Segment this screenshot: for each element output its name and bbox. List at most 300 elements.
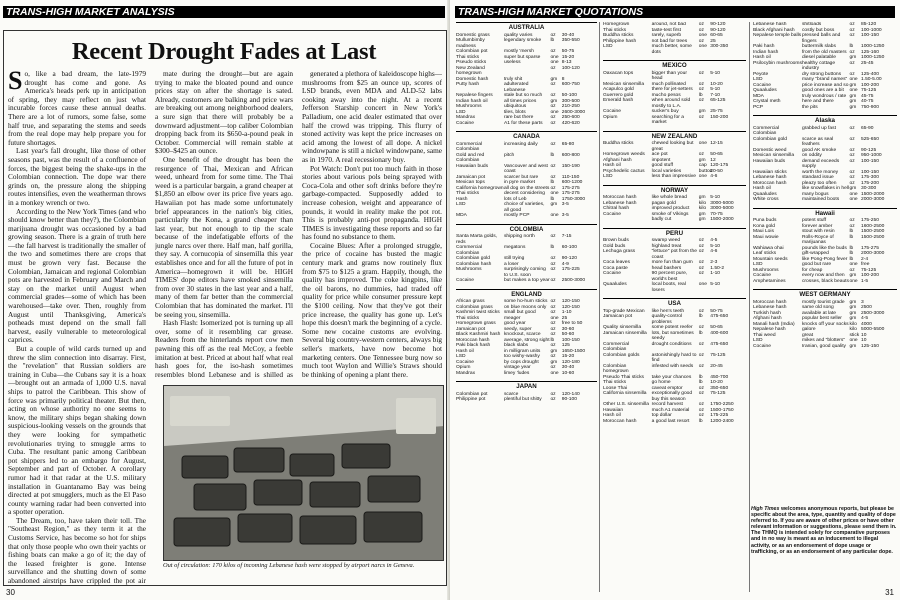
item-price: 10: [860, 338, 867, 343]
item-unit: gm: [550, 202, 558, 207]
item-unit: lb: [698, 92, 703, 98]
item-unit: one: [849, 197, 858, 202]
item-name: MDA: [456, 213, 467, 218]
item-unit: lb: [849, 229, 854, 234]
quotations-column-1: [456, 22, 597, 594]
drop-cap: S: [8, 70, 23, 95]
item-name: Kona gold: [753, 223, 776, 229]
item-price: 210-250: [561, 104, 580, 109]
item-price: 65-80: [561, 141, 575, 147]
item-price: 50-100: [561, 93, 577, 98]
column-rule: [599, 22, 600, 592]
quotation-row: [456, 38, 597, 49]
item-price: 100-120: [561, 65, 580, 71]
item-name: Hawaiian: [603, 407, 624, 413]
item-price: 250-600: [561, 115, 580, 120]
item-name: Cocaine: [603, 211, 621, 217]
item-name: LSD: [603, 44, 613, 49]
article-column-2: [155, 70, 293, 380]
item-price: 5-10: [710, 195, 721, 200]
item-comment: pleazy too often: [801, 180, 837, 186]
quotation-row: [753, 159, 897, 170]
quotation-row: [753, 137, 897, 148]
quotation-row: [456, 245, 597, 256]
item-comment: standard issue: [801, 175, 834, 180]
quotation-row: [603, 331, 746, 342]
column-rule: [749, 22, 750, 592]
item-name: Buddha sticks: [603, 141, 634, 146]
item-price: 50-65: [710, 325, 723, 330]
reader-note: [751, 506, 897, 555]
item-unit: one: [550, 191, 559, 196]
item-name: Mushrooms: [456, 267, 482, 272]
item-price: 5-10: [710, 282, 721, 287]
item-unit: oz: [849, 27, 855, 33]
item-comment: much better, some dots: [651, 44, 692, 55]
item-comment: the pits: [801, 104, 818, 110]
item-comment: good stuff: [651, 163, 674, 168]
item-unit: one: [849, 88, 858, 93]
item-unit: oz: [550, 267, 556, 272]
item-unit: gm: [550, 359, 558, 365]
item-name: Thai sticks: [603, 27, 627, 33]
item-name: Colombian homegrown: [603, 363, 629, 374]
item-unit: oz: [698, 38, 704, 44]
item-price: 5-10: [710, 70, 721, 76]
item-name: Quaaludes: [753, 191, 777, 197]
item-comment: good year: [503, 321, 526, 326]
item-unit: kilo: [698, 206, 707, 211]
item-name: Kashmiri twist sticks: [456, 310, 500, 315]
item-name: Colombian gold: [456, 256, 490, 261]
item-comment: dry strong buttons: [801, 71, 842, 77]
item-price: 50-75: [710, 308, 723, 314]
item-comment: galore: [801, 327, 816, 332]
item-price: 1.50-5.00: [860, 77, 882, 82]
item-name: Jamaican pot: [603, 314, 633, 319]
item-unit: one: [698, 174, 707, 179]
item-unit: one: [698, 33, 707, 38]
item-unit: lb: [849, 44, 854, 49]
item-price: 75-125: [860, 267, 877, 273]
item-price: free to 50: [561, 321, 583, 326]
item-unit: oz: [698, 87, 704, 92]
item-price: 50-65: [710, 152, 723, 157]
quotation-row: [753, 105, 897, 111]
item-price: 1000-1250: [860, 55, 885, 60]
article-paragraph: The Dream, too, have taken their toll. The "Southeast Region," as they term it at the Customs Service, has become so hot for ships that only those people who own their yachts or fishing boats can make a go of it; the day of the leased freighter is gone. Intense surveillance and the shutting down of some abandoned airstrips have crippled the pot air: [8, 515, 146, 585]
item-comment: take your chances: [651, 374, 692, 380]
item-price: 85-120: [860, 22, 877, 27]
item-comment: by cops drought: [503, 359, 539, 365]
item-price: 25: [710, 38, 716, 44]
item-price: 75-125: [860, 88, 877, 93]
item-unit: gm: [849, 343, 857, 349]
item-name: Loose Thai: [603, 385, 628, 391]
item-price: 300-500: [561, 98, 580, 104]
item-unit: one: [550, 109, 559, 115]
item-price: 150-200: [710, 114, 729, 120]
item-price: 4-5: [710, 238, 718, 243]
item-name: Psilocybin mushrooms: [753, 60, 802, 66]
item-unit: oz: [849, 147, 855, 153]
item-price: 7-15: [561, 234, 572, 239]
item-name: Maui Lois: [753, 229, 774, 234]
item-comment: limey 'ludes: [503, 370, 530, 376]
article-column-3: [302, 70, 442, 380]
item-price: 1200-2400: [710, 418, 734, 424]
item-unit: oz: [698, 98, 704, 103]
item-name: Cocaine: [753, 343, 771, 349]
quotation-row: [753, 235, 897, 246]
region-heading: PERU: [603, 228, 746, 237]
item-price: 1500-2500: [860, 234, 885, 240]
item-price: 8-13: [561, 60, 572, 65]
item-name: Philippine pot: [456, 397, 486, 402]
item-comment: tiles, blots: [503, 109, 526, 115]
item-price: 10-20: [710, 81, 723, 87]
item-name: Lebanese hash: [603, 200, 637, 206]
quotation-row: [603, 364, 746, 375]
item-unit: oz: [698, 260, 704, 265]
item-comment: less than impressive: [651, 174, 696, 179]
item-unit: lb: [849, 251, 854, 256]
item-price: 65-90: [860, 125, 874, 131]
item-name: LSD: [456, 109, 466, 115]
quotation-row: [603, 271, 746, 282]
item-name: Domestic grass: [456, 32, 490, 38]
item-name: Commercial Colombian: [456, 141, 483, 152]
item-unit: one: [550, 60, 559, 65]
item-price: 175-300: [860, 175, 879, 180]
item-comment: Vancouver and west coast: [503, 163, 548, 174]
item-comment: maintained boots: [801, 197, 840, 202]
item-comment: useless: [503, 60, 521, 65]
item-comment: knocks off your socks: [801, 321, 849, 327]
item-price: free: [860, 262, 870, 267]
item-unit: oz: [698, 243, 704, 249]
item-name: Amphetamines: [753, 278, 786, 284]
item-price: 25-75: [710, 109, 723, 114]
item-price: 12: [710, 157, 716, 163]
item-name: Paki black hash: [456, 343, 491, 348]
item-comment: rarely, superb: [651, 33, 682, 38]
item-name: Coca leaves: [603, 260, 630, 265]
item-comment: much A1 material: [651, 407, 690, 413]
item-comment: stout with resin: [801, 229, 835, 234]
article-paragraph: Cocaine Blues: After a prolonged struggle, the price of cocaine has busted the magic century mark and grams now routinely flux from $75 to $125 a gram. Happily, though, the quality has improved. The coke kingpins, like the oil barons, no dummies, had traded off quality for price while consumer pressure kept the $100 ceiling. Now that they've got their price increase, the quality has gone up. Let's hope this doesn't mark the beginning of a cycle. Some new cocaine customs are evolving. Several big country-western centers, always big seller's markets, have now become hot marketing centers. One Tennessee burg now so much toot Waylon and Willie's Straws should be thinking of opening a plant there.: [302, 240, 442, 379]
item-unit: lb: [550, 337, 555, 343]
item-unit: oz: [550, 32, 556, 38]
item-comment: every now and then: [801, 273, 845, 278]
item-name: Commercial Colombian: [456, 245, 483, 256]
item-comment: but makes a top year: [503, 278, 550, 283]
item-name: Psychedelic cactus: [603, 168, 645, 174]
item-price: 3000-5000: [710, 206, 734, 211]
item-unit: oz: [550, 234, 556, 239]
item-price: 600-800: [561, 152, 580, 158]
item-comment: local varieties: [651, 168, 682, 174]
item-price: 2000-3000: [860, 197, 885, 202]
quotation-row: [603, 217, 746, 223]
item-comment: legendary smoke: [503, 38, 542, 43]
item-unit: oz: [550, 365, 556, 370]
item-comment: Rolls-Royce of marijuanas: [801, 234, 834, 245]
item-price: 175-225: [561, 267, 580, 272]
item-unit: lb: [849, 234, 854, 240]
item-price: 30-60: [561, 326, 575, 332]
item-comment: shipping north: [503, 234, 535, 239]
item-name: Thai sticks: [456, 54, 480, 60]
item-unit: gm: [698, 195, 706, 200]
item-unit: one: [849, 77, 858, 82]
item-unit: button: [698, 168, 713, 174]
item-name: Cocaine: [456, 120, 474, 126]
item-price: 100-1000: [860, 27, 882, 33]
item-comment: smoke of Vikings: [651, 211, 689, 217]
item-name: Moroccan hash: [456, 337, 490, 343]
item-unit: oz: [698, 407, 704, 413]
item-comment: good but rare: [801, 262, 832, 267]
item-price: 2600-3000: [561, 109, 586, 115]
item-comment: mikes and "blotters": [801, 338, 846, 343]
item-name: Nepalese temple balls: [753, 33, 802, 38]
item-price: 30-40: [561, 365, 575, 370]
item-comment: like whole bread: [651, 195, 687, 200]
quotation-row: [603, 249, 746, 260]
item-comment: crosses, black beauts: [801, 278, 849, 284]
item-name: Mandrax: [456, 370, 476, 376]
item-price: 30-40: [561, 32, 575, 38]
item-price: 25-45: [860, 60, 874, 66]
item-comment: great: [801, 332, 814, 338]
item-unit: gm: [849, 310, 857, 316]
item-price: 1600-2500: [860, 223, 885, 229]
item-comment: Iranian, good quality: [801, 343, 846, 349]
quotation-row: [603, 71, 746, 82]
item-price: 2500-3000: [860, 310, 885, 316]
item-unit: oz: [550, 261, 556, 267]
item-name: Colombian pot: [456, 391, 488, 397]
item-price: 1500-2500: [860, 229, 885, 234]
item-unit: oz: [698, 352, 704, 358]
item-unit: oz: [698, 22, 704, 27]
item-name: Puna buds: [753, 218, 777, 223]
item-comment: plentiful but shitty: [503, 397, 542, 402]
item-name: Moroccan hash: [753, 299, 787, 305]
item-comment: adulterated Lebanese: [503, 82, 529, 93]
item-name: Afghani hash: [753, 316, 782, 321]
item-unit: lb: [698, 418, 703, 424]
item-name: Hash oil: [753, 186, 771, 191]
item-price: 175-275: [561, 191, 580, 196]
item-name: Commercial Colombian: [603, 341, 630, 352]
item-unit: oz: [550, 343, 556, 348]
item-unit: one: [698, 282, 707, 287]
item-unit: oz: [849, 60, 855, 66]
item-price: 110-150: [561, 174, 580, 180]
item-price: 90-125: [860, 147, 877, 153]
item-price: 4-5: [860, 316, 869, 321]
item-comment: scarce as seal feathers: [801, 136, 834, 147]
item-unit: gm: [849, 93, 857, 99]
item-price: 2-4: [860, 256, 869, 262]
item-price: 5000-5500: [860, 327, 885, 332]
item-comment: available at late: [801, 310, 836, 316]
item-comment: a loser: [503, 261, 519, 267]
quotation-row: [753, 61, 897, 72]
item-comment: gift-wrapped: [801, 251, 829, 256]
item-comment: A1 for these parts: [503, 120, 543, 126]
item-name: LSD: [456, 202, 466, 207]
item-comment: record harvest: [651, 402, 683, 407]
item-name: Nepalese hash: [753, 327, 786, 332]
item-name: Brown buds: [603, 238, 629, 243]
item-unit: lb: [550, 196, 555, 202]
item-name: Colombian golds: [603, 352, 640, 358]
item-comment: highland treat: [651, 243, 682, 249]
item-comment: scarcer but rare: [503, 174, 539, 180]
item-unit: oz: [698, 325, 704, 330]
region-heading: USA: [603, 298, 746, 307]
item-unit: oz: [550, 354, 556, 359]
item-name: Guerrero gold: [603, 92, 634, 98]
item-unit: oz: [698, 308, 704, 314]
item-comment: small but good: [503, 310, 536, 315]
item-unit: gm: [550, 348, 558, 354]
item-price: 950-1000: [860, 153, 882, 158]
item-comment: quality-control problems: [651, 314, 683, 325]
item-name: Quaaludes: [603, 282, 627, 287]
item-unit: gm: [849, 104, 857, 110]
item-price: 100-150: [860, 158, 879, 164]
item-unit: gm: [849, 99, 857, 104]
item-unit: oz: [550, 163, 556, 169]
item-name: Hash oil: [603, 163, 621, 168]
item-unit: oz: [550, 326, 556, 332]
item-price: 45-75: [860, 93, 874, 99]
article-paragraph: Hash Flash: Isomerized pot is turning up all over, some of it resembling car grease. Readers from the hinterlands report cow men pawning this off as the real McCoy, a feeble imitation at best. Priced at about half what real hash goes for, the iso-hash sometimes resembles blond Lebanese and is shilled as: [155, 318, 293, 379]
item-comment: chewed looking but great: [651, 141, 694, 152]
item-name: Paki hash: [753, 44, 775, 49]
item-comment: more fun than gum: [651, 260, 693, 265]
item-comment: still trying: [503, 256, 525, 261]
item-comment: in pyre market: [503, 180, 535, 185]
item-name: LSD: [603, 174, 613, 179]
item-unit: stick: [849, 332, 860, 338]
item-price: 8: [561, 76, 565, 82]
item-price: 1750-2250: [710, 402, 734, 407]
item-unit: lb: [698, 374, 703, 380]
item-comment: vintage year: [503, 365, 531, 370]
article-paragraph: Last year's fall drought, like those of other seasons past, was the result of a confluence of forces, the biggest being the shake-ups in the Colombian connection. The dope war there grinds on, the pressure along the shipping routes intensifies, even the weatherman throws in a monkey wrench or two.: [8, 146, 146, 207]
item-price: 1.50-2: [710, 265, 725, 271]
item-name: Hash: [456, 196, 468, 202]
quotation-row: [456, 371, 597, 377]
hash-seizure-photo: [163, 385, 444, 561]
item-unit: oz: [849, 169, 855, 175]
item-name: New Zealand homegrown: [456, 65, 485, 76]
item-price: 90-100: [561, 397, 577, 402]
item-comment: demand exceeds supply: [801, 158, 840, 169]
item-unit: oz: [550, 104, 556, 109]
item-unit: oz: [550, 185, 556, 191]
item-name: Pseudo Thai sticks: [603, 374, 644, 380]
item-unit: gm: [550, 98, 558, 104]
article-paragraph: [302, 379, 442, 380]
item-comment: local boots, real losers: [651, 282, 686, 293]
item-unit: kilo: [849, 321, 857, 327]
item-comment: 90 percent pure, world's best: [651, 271, 688, 282]
quotation-row: [456, 82, 597, 93]
item-unit: oz: [698, 238, 704, 243]
quotation-row: [603, 419, 746, 425]
quotation-row: [603, 44, 746, 55]
quotation-row: [603, 282, 746, 293]
item-price: 12-15: [710, 141, 723, 146]
item-name: Opium: [456, 365, 471, 370]
item-price: 1650-1500: [561, 348, 586, 354]
item-unit: gm: [849, 55, 857, 60]
item-unit: oz: [550, 391, 556, 397]
region-heading: NORWAY: [603, 185, 746, 194]
item-name: California homegrown: [456, 185, 504, 191]
item-comment: many bogus: [801, 191, 829, 197]
item-unit: oz: [698, 249, 704, 254]
item-name: Domestic hash: [456, 76, 489, 82]
item-comment: on blue moons only: [503, 304, 547, 310]
item-comment: good ones are a bit: [801, 88, 844, 93]
item-comment: caveat emptor: [651, 385, 683, 391]
item-comment: some ho-hum sticks: [503, 299, 548, 304]
region-heading: Alaska: [753, 115, 897, 124]
quotation-row: [603, 98, 746, 109]
item-unit: oz: [698, 341, 704, 347]
item-name: Acapulco gold: [603, 87, 634, 92]
item-comment: megatons: [503, 245, 526, 250]
item-name: Mushrooms: [753, 267, 779, 273]
item-comment: lots, but sometimes seedy: [651, 330, 694, 341]
item-unit: gm: [698, 109, 706, 114]
item-comment: super but sparse: [503, 54, 541, 60]
item-name: Commercial Colombian: [753, 125, 780, 136]
item-name: Cocaine: [603, 271, 621, 276]
quotations-column-2: [603, 22, 746, 594]
item-price: 150-190: [561, 163, 580, 169]
item-price: 1500-2000: [860, 191, 885, 197]
item-price: 30-300: [860, 186, 877, 191]
item-price: 1000-1250: [860, 44, 885, 49]
item-name: Mountain seeds: [753, 256, 788, 262]
item-price: 125-160: [860, 49, 879, 55]
item-name: Jamaican pot: [456, 174, 486, 180]
item-price: 750-900: [860, 104, 879, 110]
item-unit: oz: [849, 71, 855, 77]
item-price: 120-175: [710, 163, 729, 168]
region-heading: ENGLAND: [456, 289, 597, 298]
item-comment: taste-test first: [651, 27, 681, 33]
item-name: Wahiawa ohai: [753, 245, 784, 251]
quotation-row: [753, 344, 897, 350]
item-comment: like snowflakes in hell: [801, 186, 849, 191]
item-price: 2500: [860, 305, 872, 310]
item-name: Pseudo sticks: [456, 60, 487, 65]
item-name: Moroccan hash: [603, 418, 637, 424]
item-price: 10-20: [710, 380, 723, 385]
item-comment: infested with seeds: [651, 363, 694, 369]
item-comment: go home: [651, 380, 671, 385]
item-name: Thai weed: [753, 332, 776, 338]
